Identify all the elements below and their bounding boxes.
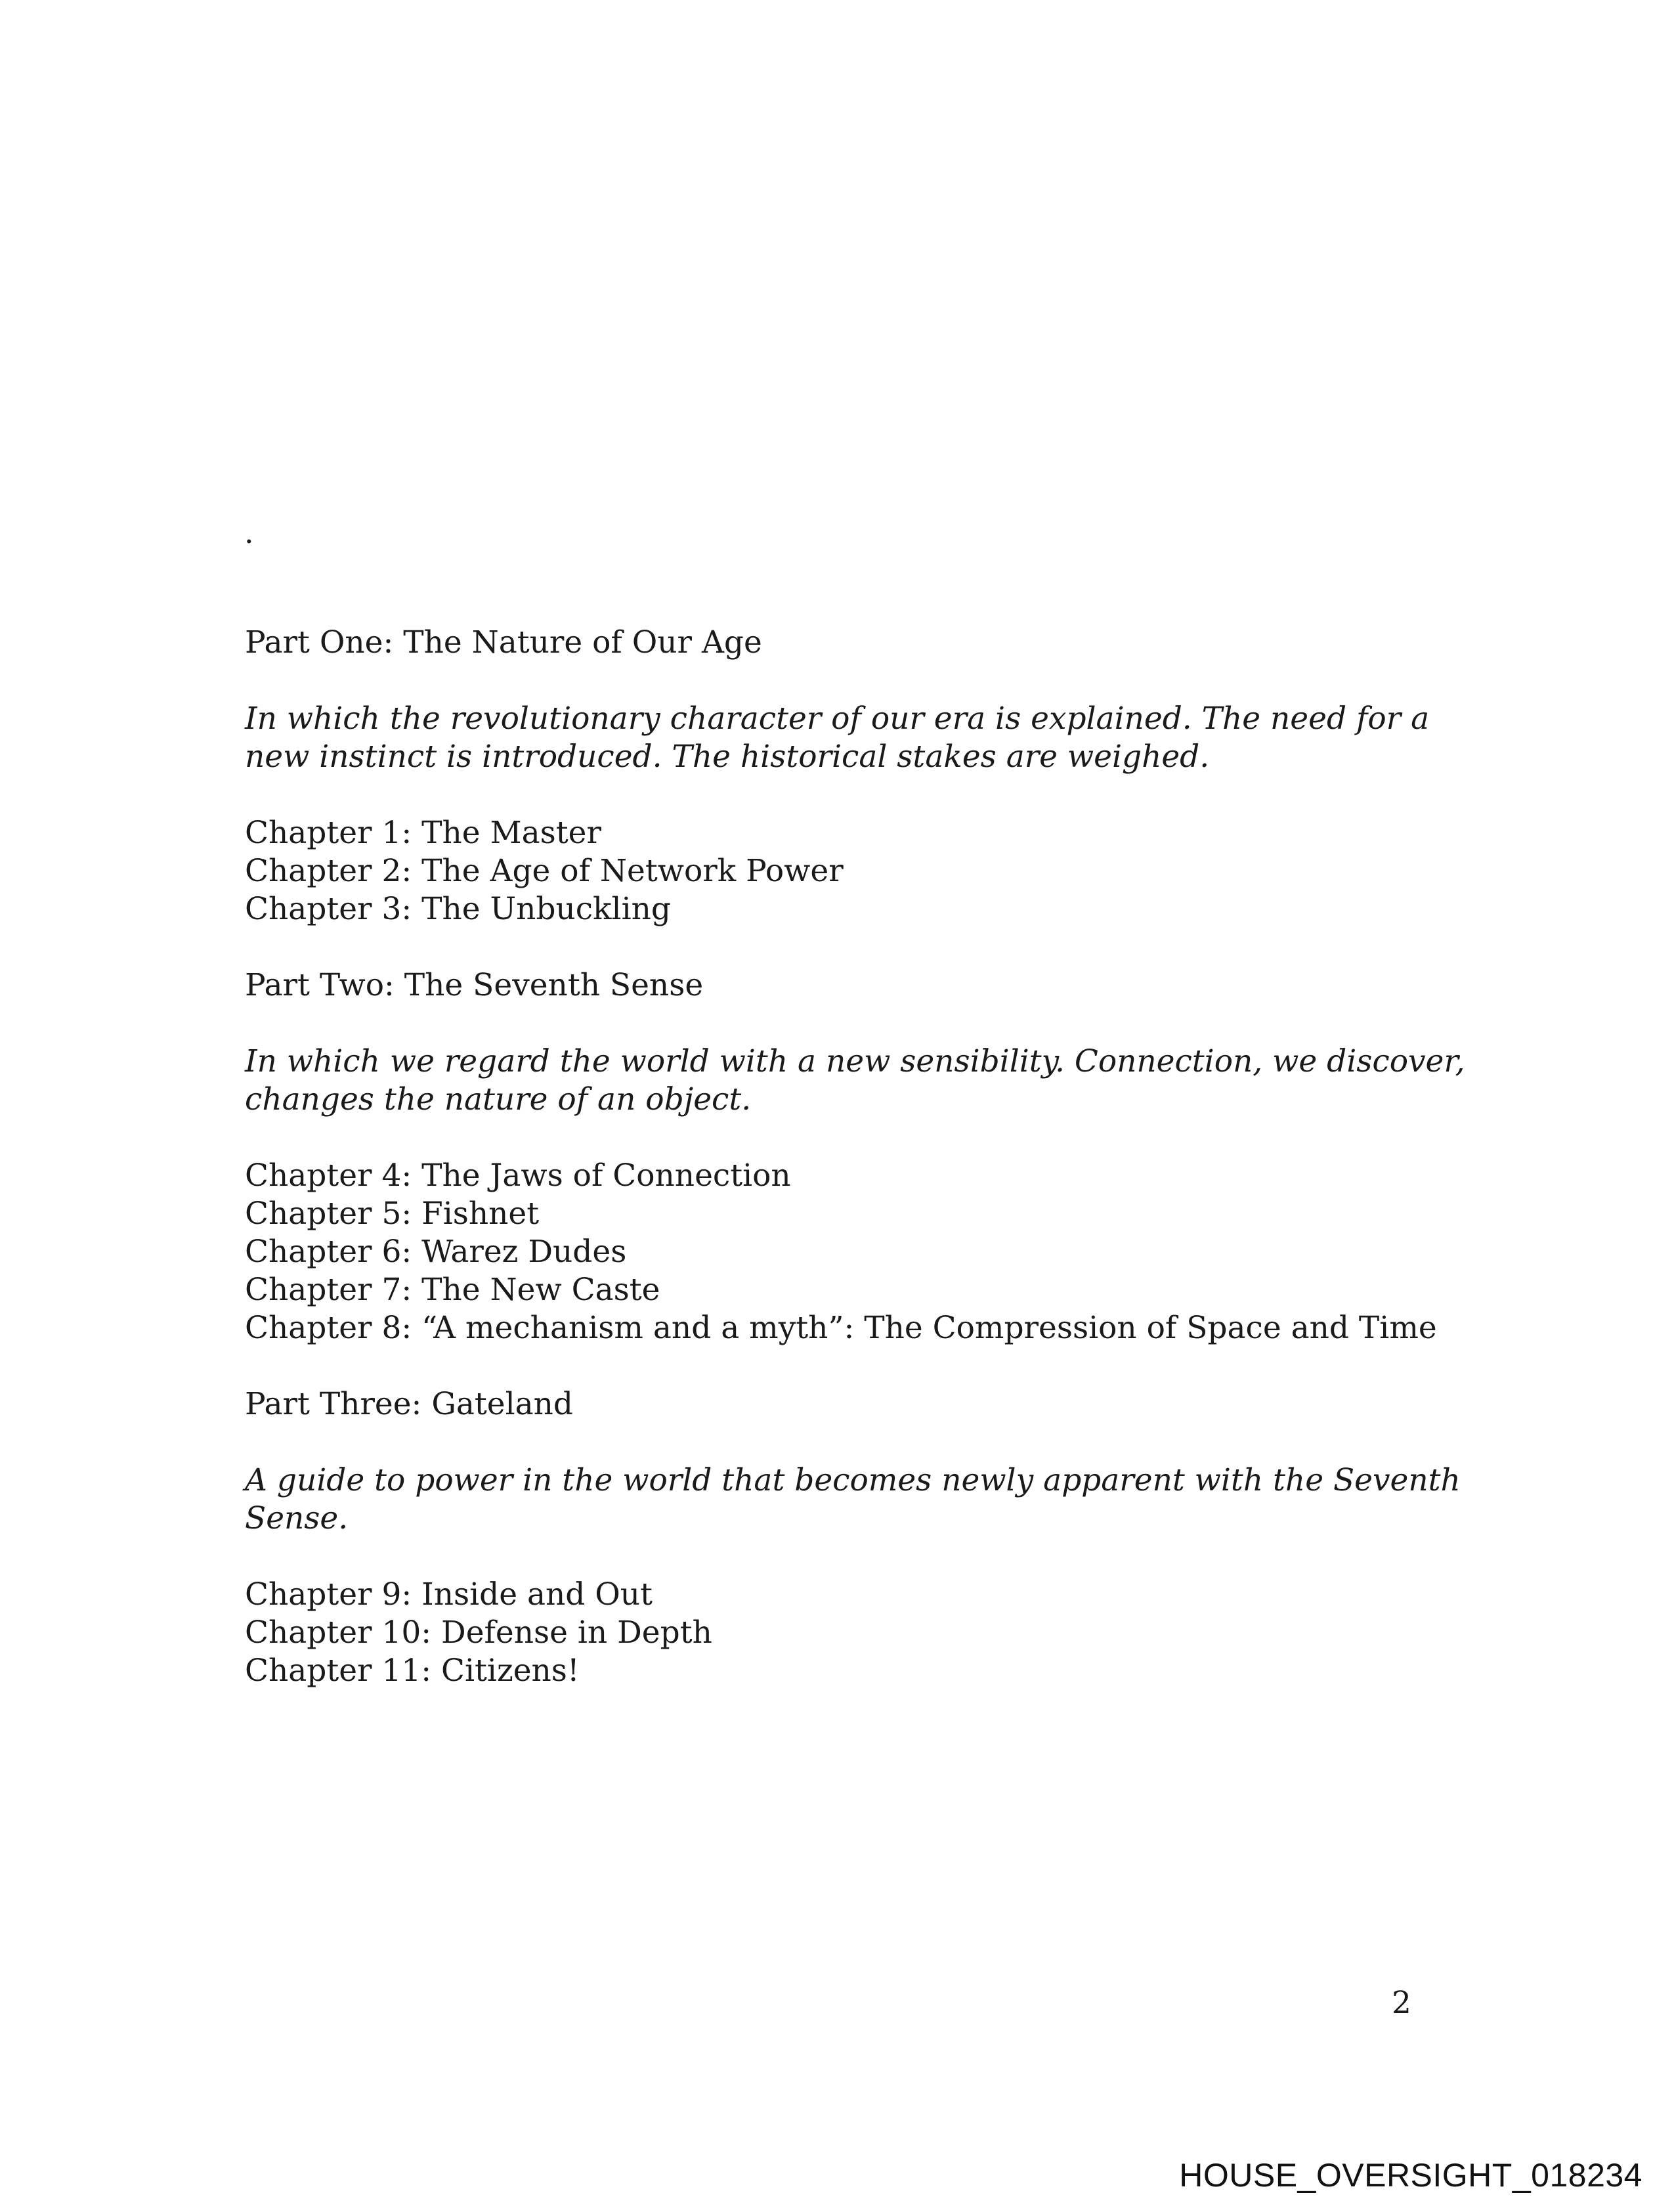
chapter-entry: Chapter 11: Citizens! (245, 1653, 580, 1689)
part-two (245, 966, 1479, 1347)
part-description: In which we regard the world with a new sensibility. Connection, we discover, changes the nature of an object. (245, 1043, 1465, 1117)
chapter-entry: Chapter 10: Defense in Depth (245, 1615, 712, 1651)
chapter-entry: Chapter 3: The Unbuckling (245, 891, 671, 927)
part-three (245, 1385, 1479, 1690)
bates-number: HOUSE_OVERSIGHT_018234 (1179, 2157, 1642, 2194)
part-title: Part Three: Gateland (245, 1386, 573, 1422)
part-description: In which the revolutionary character of our era is explained. The need for a new instinct is introduced. The historical stakes are weighed. (245, 701, 1430, 775)
part-title: Part Two: The Seventh Sense (245, 967, 704, 1003)
page-number: 2 (1392, 1985, 1411, 2021)
chapter-entry: Chapter 8: “A mechanism and a myth”: The Compression of Space and Time (245, 1310, 1437, 1346)
part-description: A guide to power in the world that becomes newly apparent with the Seventh Sense. (245, 1462, 1461, 1536)
chapter-entry: Chapter 6: Warez Dudes (245, 1234, 627, 1270)
table-of-contents (245, 624, 1479, 1690)
chapter-entry: Chapter 9: Inside and Out (245, 1576, 653, 1613)
chapter-entry: Chapter 7: The New Caste (245, 1272, 660, 1308)
chapter-entry: Chapter 4: The Jaws of Connection (245, 1158, 791, 1194)
stray-mark: . (244, 515, 254, 550)
part-title: Part One: The Nature of Our Age (245, 624, 762, 661)
part-one (245, 624, 1479, 928)
chapter-entry: Chapter 5: Fishnet (245, 1196, 540, 1232)
chapter-entry: Chapter 1: The Master (245, 815, 601, 851)
chapter-entry: Chapter 2: The Age of Network Power (245, 853, 844, 889)
